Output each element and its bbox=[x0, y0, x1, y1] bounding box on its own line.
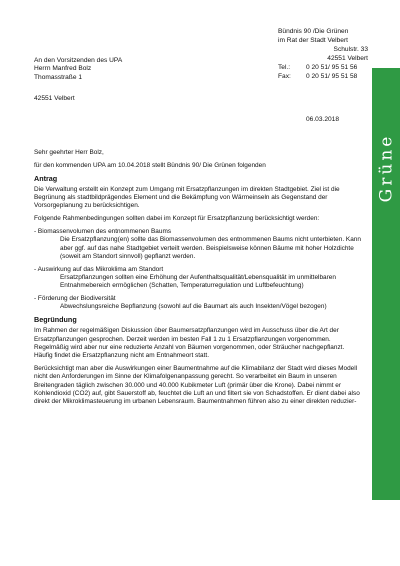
sender-tel-row bbox=[278, 64, 357, 73]
sender-line-1: Bündnis 90 /Die Grünen bbox=[278, 28, 349, 35]
fax-label: Fax: bbox=[278, 72, 291, 80]
letter-date: 06.03.2018 bbox=[306, 116, 340, 123]
fax-number: 0 20 51/ 95 51 58 bbox=[306, 72, 358, 80]
intro: für den kommenden UPA am 10.04.2018 stellt Bündnis 90/ Die Grünen folgenden bbox=[34, 161, 266, 169]
begruendung-paragraph-2: Berücksichtigt man aber die Auswirkungen einer Baumentnahme auf die Klimabilanz der Stadt wird dieses Modell nicht den Anforderungen im Sinne der Klimafolgenanpassung gerecht. So verarbeitet ein Baum in unseren Breitengraden täglich zwischen 30.000 und 40.000 Kubikmeter Luft (primär über die Krone). Dabei nimmt er Kohlendioxid (CO2) auf, gibt Sauerstoff ab, feuchtet die Luft an und filtert sie von Schadstoffen. Er dient dabei also direkt der Mikroklimasteuerung im urbanen Lebensraum. Baumentnahmen führen also zu einer direkten reduzier- bbox=[34, 365, 360, 405]
item-1-title: - Biomassenvolumen des entnommenen Baums bbox=[34, 228, 172, 236]
sidebar-word bbox=[372, 118, 400, 218]
sender-contact bbox=[278, 64, 357, 81]
item-2-text: Ersatzpflanzungen sollten eine Erhöhung der Aufenthaltsqualität/Lebensqualität im unmittelbaren Entnahmebereich ermöglichen (Schatten, Temperaturregulation und Luftbefeuchtung) bbox=[60, 273, 336, 290]
recipient-line-3: Thomasstraße 1 bbox=[34, 73, 83, 81]
recipient-line-1: An den Vorsitzenden des UPA bbox=[34, 57, 123, 64]
antrag-text: Die Verwaltung erstellt ein Konzept zum Umgang mit Ersatzpflanzungen im direkten Stadtgebiet. Ziel ist die Begrünung als stadtbildprägendes Element und die Bekämpfung von Wärmeinseln als Gegenstand der Vorsorgeplanung zu berücksichtigen. bbox=[34, 185, 340, 210]
begruendung-paragraph-1: Im Rahmen der regelmäßigen Diskussion über Baumersatzpflanzungen wird im Ausschuss über die Art der Ersatzpflanzungen gesprochen. Derzeit werden im besten Fall 1 zu 1 Ersatzpflanzungen vorgenommen. Regelmäßig wird aber nur eine reduzierte Anzahl von Bäumen vorgenommen, oder Sträucher nachgepflanzt. Häufig findet die Ersatzpflanzung nicht am Entnahmeort statt. bbox=[34, 327, 345, 360]
sender-block bbox=[278, 28, 348, 45]
begruendung-heading: Begründung bbox=[34, 315, 77, 325]
letter-body bbox=[34, 149, 364, 411]
sender-street: Schulstr. 33 bbox=[333, 46, 368, 53]
item-3-title: - Förderung der Biodiversität bbox=[34, 295, 116, 303]
sender-fax-row bbox=[278, 73, 357, 82]
tel-label: Tel.: bbox=[278, 64, 291, 71]
sender-line-2: im Rat der Stadt Velbert bbox=[278, 36, 349, 44]
sender-address bbox=[312, 46, 368, 63]
item-2-title: - Auswirkung auf das Mikroklima am Standort bbox=[34, 265, 164, 273]
item-3-text: Abwechslungsreiche Bepflanzung (sowohl auf die Baumart als auch Insekten/Vögel bezogen) bbox=[60, 303, 327, 311]
tel-number: 0 20 51/ 95 51 56 bbox=[306, 64, 358, 71]
item-1-text: Die Ersatzpflanzung(en) sollte das Biomassenvolumen des entnommenen Baums nicht unterbieten. Kann aber ggf. auf das nahe Stadtgebiet verteilt werden. Beispielsweise können Bäume mit hoher Holzdichte (soweit am Standort sinnvoll) gepflanzt werden. bbox=[60, 236, 361, 260]
sender-city: 42551 Velbert bbox=[327, 54, 368, 62]
recipient-city: 42551 Velbert bbox=[34, 95, 75, 102]
recipient-block bbox=[34, 57, 122, 82]
recipient-line-2: Herrn Manfred Bolz bbox=[34, 65, 92, 73]
antrag-heading: Antrag bbox=[34, 173, 58, 183]
sidebar-word-text: Grüne bbox=[376, 133, 397, 203]
salutation: Sehr geehrter Herr Bolz, bbox=[34, 149, 104, 156]
rahmen-intro: Folgende Rahmenbedingungen sollten dabei im Konzept für Ersatzpflanzung berücksichtigt werden: bbox=[34, 215, 320, 223]
